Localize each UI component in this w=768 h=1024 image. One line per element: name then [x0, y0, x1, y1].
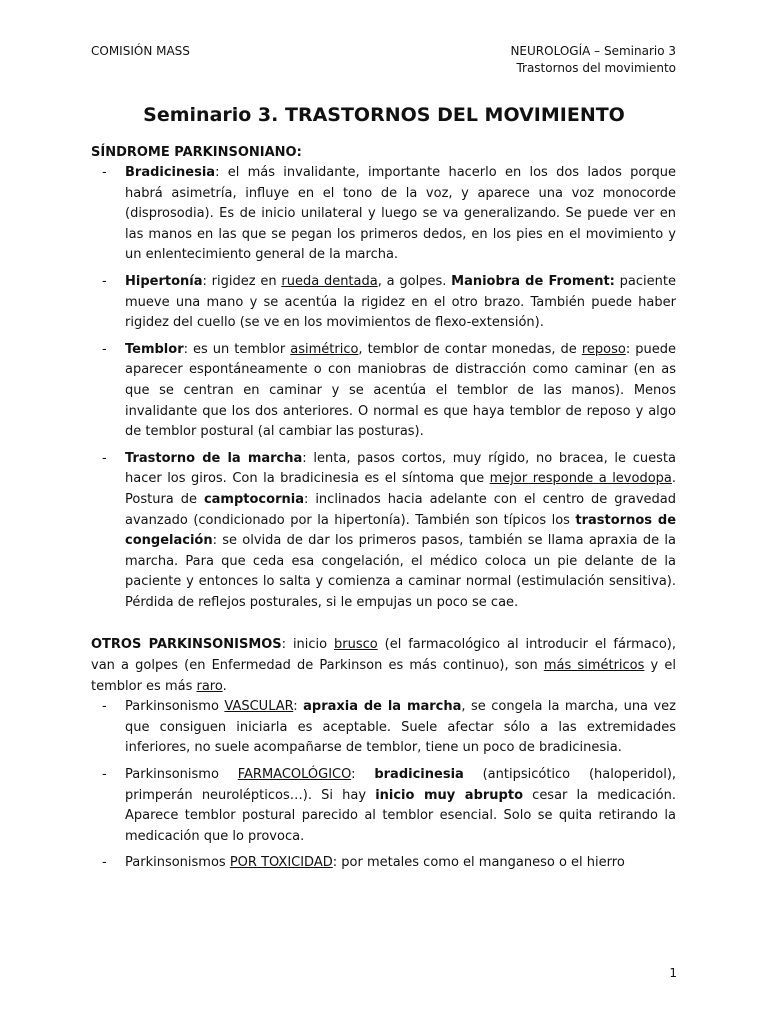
text: : rigidez en [202, 273, 282, 289]
text: : lenta, pasos cortos, muy rígido, no bracea, le cuesta hacer los giros. Con la bradicinesia es el síntoma que [125, 450, 676, 487]
text: : es un temblor [183, 341, 291, 357]
term: Trastorno de la marcha [125, 450, 303, 466]
list-item-bradicinesia [91, 163, 676, 266]
list-dash: - [102, 450, 107, 466]
list-dash: - [102, 341, 107, 357]
text: : se olvida de dar los primeros pasos, también se llama apraxia de la marcha. Para que ceda esa congelación, el médico coloca un pie delante de la paciente y entonces lo salta y comienza a caminar normal (estimulación sensitiva). Pérdida de reflejos posturales, si le empujas un poco se cae. [125, 533, 676, 610]
list-dash: - [102, 855, 107, 871]
underlined-text: asimétrico [290, 341, 359, 357]
text: , temblor de contar monedas, de [358, 341, 582, 357]
text: (antipsicótico (haloperidol), primperán neurolépticos…). Si hay [125, 767, 677, 803]
page-title: Seminario 3. TRASTORNOS DEL MOVIMIENTO [143, 104, 625, 126]
text: Parkinsonismos [125, 855, 230, 871]
text: : el más invalidante, importante hacerlo en los dos lados porque habrá asimetría, influye en el tono de la voz, y aparece una voz monocorde (disprosodia). Es de inicio unilateral y luego se va generalizando. Se puede ver en las manos en las que se pegan los primeros dedos, en los pies en el movimiento y un enlentecimiento general de la marcha. [125, 165, 676, 263]
section-heading-otros: OTROS PARKINSONISMOS [91, 637, 282, 653]
list-dash: - [102, 165, 107, 180]
bold-text: Maniobra de Froment: [451, 273, 615, 289]
text: . Postura de [125, 471, 677, 507]
symptom-list [91, 163, 676, 613]
text: : inicio [281, 637, 335, 653]
underlined-text: mejor responde a levodopa [489, 471, 672, 487]
otros-parkinsonismos-paragraph [91, 635, 676, 697]
list-item-vascular [91, 697, 676, 759]
text: : puede aparecer espontáneamente o con maniobras de distracción como caminar (en as que se centran en caminar y se acentúa el temblor de las manos). Menos invalidante que los dos anteriores. O normal es que haya temblor de reposo y algo de temblor postural (al cambiar las posturas). [125, 341, 676, 440]
underlined-text: POR TOXICIDAD [229, 855, 333, 871]
text: . [222, 678, 227, 694]
list-item-hipertonia [91, 272, 676, 334]
section-heading-parkinsoniano: SÍNDROME PARKINSONIANO: [91, 145, 302, 160]
text: y el temblor es más [91, 658, 676, 694]
parkinsonism-list [91, 697, 676, 874]
document-body [91, 143, 676, 880]
underlined-text: reposo [581, 341, 626, 357]
bold-text: trastornos de congelación [125, 512, 677, 549]
text: cesar la medicación. Aparece temblor postural parecido al temblor esencial. Solo se quita retirando la medicación que lo provoca. [125, 787, 676, 844]
text: : por metales como el manganeso o el hierro [332, 855, 625, 871]
spacer [91, 619, 676, 635]
list-item-temblor [91, 340, 676, 443]
term: Bradicinesia [125, 165, 216, 180]
text: , a golpes. [377, 273, 452, 289]
term: Temblor [125, 341, 184, 357]
header-right-line2: Trastornos del movimiento [516, 61, 676, 75]
text: Parkinsonismo [125, 699, 225, 715]
bold-text: camptocornia [203, 491, 304, 507]
text: : [351, 767, 375, 783]
list-dash: - [102, 767, 107, 783]
list-dash: - [102, 273, 107, 289]
list-item-toxicidad [91, 853, 676, 874]
bold-text: bradicinesia [374, 767, 464, 783]
list-dash: - [102, 699, 107, 715]
text: : [293, 699, 304, 715]
underlined-text: rueda dentada [281, 273, 378, 289]
term: Hipertonía [125, 273, 203, 289]
list-item-trastorno-marcha [91, 449, 676, 614]
text: Parkinsonismo [125, 767, 238, 783]
text: (el farmacológico al introducir el fármaco), van a golpes (en Enfermedad de Parkinson es más continuo), son [91, 637, 676, 674]
text: : inclinados hacia adelante con el centro de gravedad avanzado (condicionado por la hipertonía). También son típicos los [125, 491, 677, 528]
bold-text: inicio muy abrupto [375, 787, 524, 803]
underlined-text: raro [196, 678, 223, 694]
page-number: 1 [669, 966, 677, 980]
text: , se congela la marcha, una vez que consiguen iniciarla es aceptable. Suele afectar sólo a las extremidades inferiores, no suele acompañarse de temblor, tiene un poco de bradicinesia. [125, 699, 677, 756]
text: paciente mueve una mano y se acentúa la rigidez en el otro brazo. También puede haber rigidez del cuello (se ve en los movimientos de flexo-extensión). [125, 273, 676, 331]
underlined-text: brusco [334, 637, 378, 653]
header-left: COMISIÓN MASS [91, 44, 190, 58]
underlined-text: VASCULAR [224, 699, 294, 715]
list-item-farmacologico [91, 765, 676, 847]
underlined-text: más simétricos [543, 658, 645, 674]
header-right-line1: NEUROLOGÍA – Seminario 3 [510, 44, 676, 58]
bold-text: apraxia de la marcha [303, 699, 462, 715]
underlined-text: FARMACOLÓGICO [237, 767, 352, 783]
header-right [510, 43, 676, 77]
